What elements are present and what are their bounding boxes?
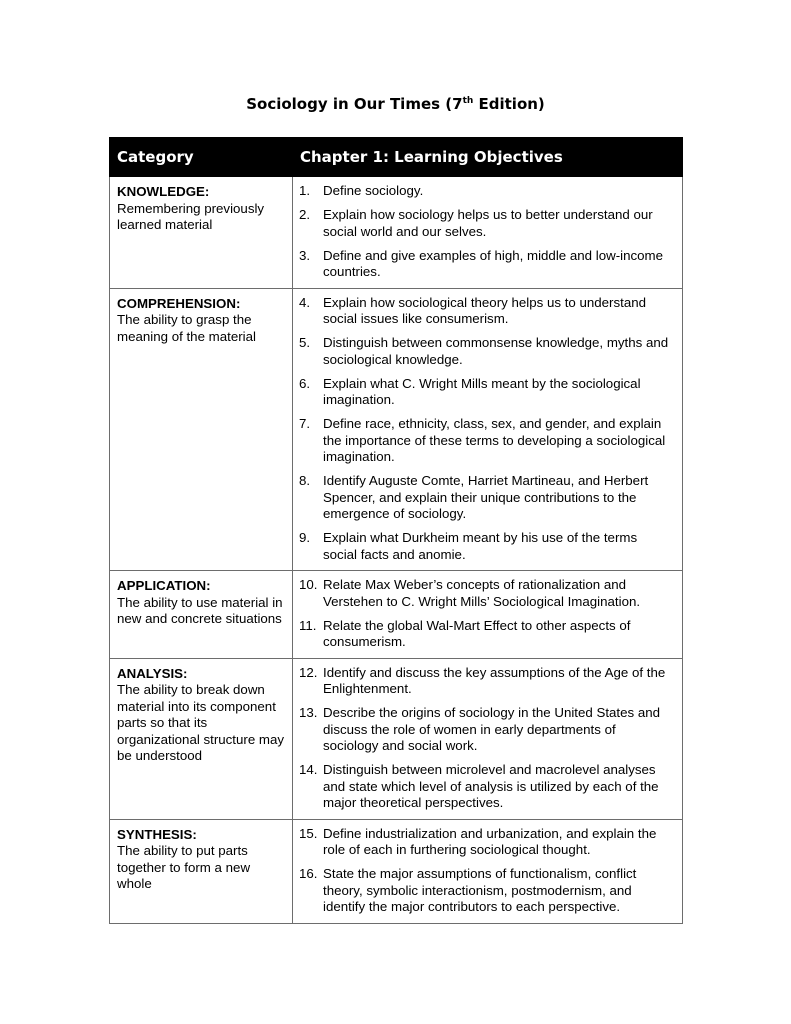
header-category: Category — [110, 138, 293, 177]
table-header-row — [110, 138, 683, 177]
objective-number: 8. — [299, 473, 311, 488]
objective-number: 13. — [299, 705, 318, 720]
objective-number: 5. — [299, 335, 311, 350]
category-cell — [110, 658, 293, 819]
objectives-cell — [293, 658, 683, 819]
objective-text: Relate the global Wal-Mart Effect to other aspects of consumerism. — [323, 617, 631, 649]
table-body — [110, 177, 683, 924]
objectives-cell — [293, 819, 683, 923]
objective-number: 2. — [299, 207, 311, 222]
category-description: Remembering previously learned material — [117, 200, 265, 232]
objective-item — [299, 665, 674, 698]
objective-number: 11. — [299, 617, 317, 633]
table-row — [110, 288, 683, 571]
objectives-cell — [293, 571, 683, 659]
objectives-list — [299, 826, 674, 916]
objective-text: Describe the origins of sociology in the United States and discuss the role of women in early departments of sociology and social work. — [323, 705, 661, 753]
objective-text: Explain how sociology helps us to better understand our social world and our selves. — [323, 207, 653, 239]
objective-item — [299, 295, 674, 328]
objective-text: Distinguish between microlevel and macrolevel analyses and state which level of analysis is utilized by each of the major theoretical perspectives. — [323, 762, 659, 810]
objectives-list — [299, 183, 674, 281]
objective-item — [299, 416, 674, 466]
objective-number: 10. — [299, 577, 318, 592]
category-cell — [110, 177, 293, 289]
objective-number: 16. — [299, 866, 318, 881]
title-superscript: th — [462, 96, 474, 106]
objective-item — [299, 866, 674, 916]
objective-text: Explain how sociological theory helps us to understand social issues like consumerism. — [323, 294, 647, 326]
objective-item — [299, 376, 674, 409]
objective-item — [299, 473, 674, 523]
category-description: The ability to put parts together to form a new whole — [117, 843, 251, 891]
objective-number: 3. — [299, 247, 311, 263]
objective-text: Identify Auguste Comte, Harriet Martineau, and Herbert Spencer, and explain their unique contributions to the emergence of sociology. — [323, 473, 649, 521]
objectives-list — [299, 295, 674, 564]
header-objectives: Chapter 1: Learning Objectives — [293, 138, 683, 177]
objective-item — [299, 530, 674, 563]
objective-item — [299, 248, 674, 281]
objective-text: Explain what C. Wright Mills meant by the sociological imagination. — [323, 375, 641, 407]
objectives-cell — [293, 288, 683, 571]
objectives-list — [299, 665, 674, 812]
category-name: APPLICATION: — [117, 578, 211, 593]
objective-item — [299, 577, 674, 610]
category-description: The ability to grasp the meaning of the material — [117, 312, 256, 344]
objective-number: 6. — [299, 375, 311, 391]
table-row — [110, 571, 683, 659]
objective-item — [299, 335, 674, 368]
category-cell — [110, 288, 293, 571]
objective-text: Identify and discuss the key assumptions of the Age of the Enlightenment. — [323, 664, 666, 696]
objective-number: 9. — [299, 530, 311, 545]
objective-text: Define sociology. — [323, 183, 424, 198]
learning-objectives-table — [109, 137, 683, 924]
objective-number: 4. — [299, 294, 311, 310]
objective-text: Define race, ethnicity, class, sex, and gender, and explain the importance of these terms to developing a sociological imagination. — [323, 416, 666, 464]
category-name: KNOWLEDGE: — [117, 184, 210, 199]
category-description: The ability to break down material into its component parts so that its organizational structure may be understood — [117, 682, 285, 763]
objective-item — [299, 826, 674, 859]
category-cell — [110, 819, 293, 923]
objective-number: 12. — [299, 664, 318, 680]
objective-item — [299, 762, 674, 812]
category-name: ANALYSIS: — [117, 665, 188, 681]
category-name: COMPREHENSION: — [117, 295, 241, 311]
table-row — [110, 177, 683, 289]
objective-text: Distinguish between commonsense knowledge, myths and sociological knowledge. — [323, 335, 669, 367]
table-row — [110, 658, 683, 819]
objective-text: Relate Max Weber’s concepts of rationalization and Verstehen to C. Wright Mills’ Sociological Imagination. — [323, 577, 641, 609]
objective-text: Define industrialization and urbanization, and explain the role of each in furthering sociological thought. — [323, 825, 657, 857]
category-cell — [110, 571, 293, 659]
objectives-cell — [293, 177, 683, 289]
category-name: SYNTHESIS: — [117, 826, 197, 842]
table-row — [110, 819, 683, 923]
category-description: The ability to use material in new and concrete situations — [117, 594, 283, 626]
objective-item — [299, 618, 674, 651]
objectives-list — [299, 577, 674, 651]
objective-number: 1. — [299, 183, 311, 198]
objective-number: 15. — [299, 825, 318, 841]
objective-item — [299, 183, 674, 200]
objective-number: 14. — [299, 762, 318, 777]
objective-item — [299, 207, 674, 240]
objective-text: Explain what Durkheim meant by his use of the terms social facts and anomie. — [323, 530, 638, 562]
objective-number: 7. — [299, 416, 311, 431]
title-main: Sociology in Our Times (7 — [246, 95, 463, 113]
document-title — [0, 94, 791, 114]
objective-item — [299, 705, 674, 755]
title-end: Edition) — [473, 95, 545, 113]
objective-text: State the major assumptions of functionalism, conflict theory, symbolic interactionism, postmodernism, and identify the major contributors to each perspective. — [323, 866, 637, 914]
objective-text: Define and give examples of high, middle and low-income countries. — [323, 247, 663, 279]
